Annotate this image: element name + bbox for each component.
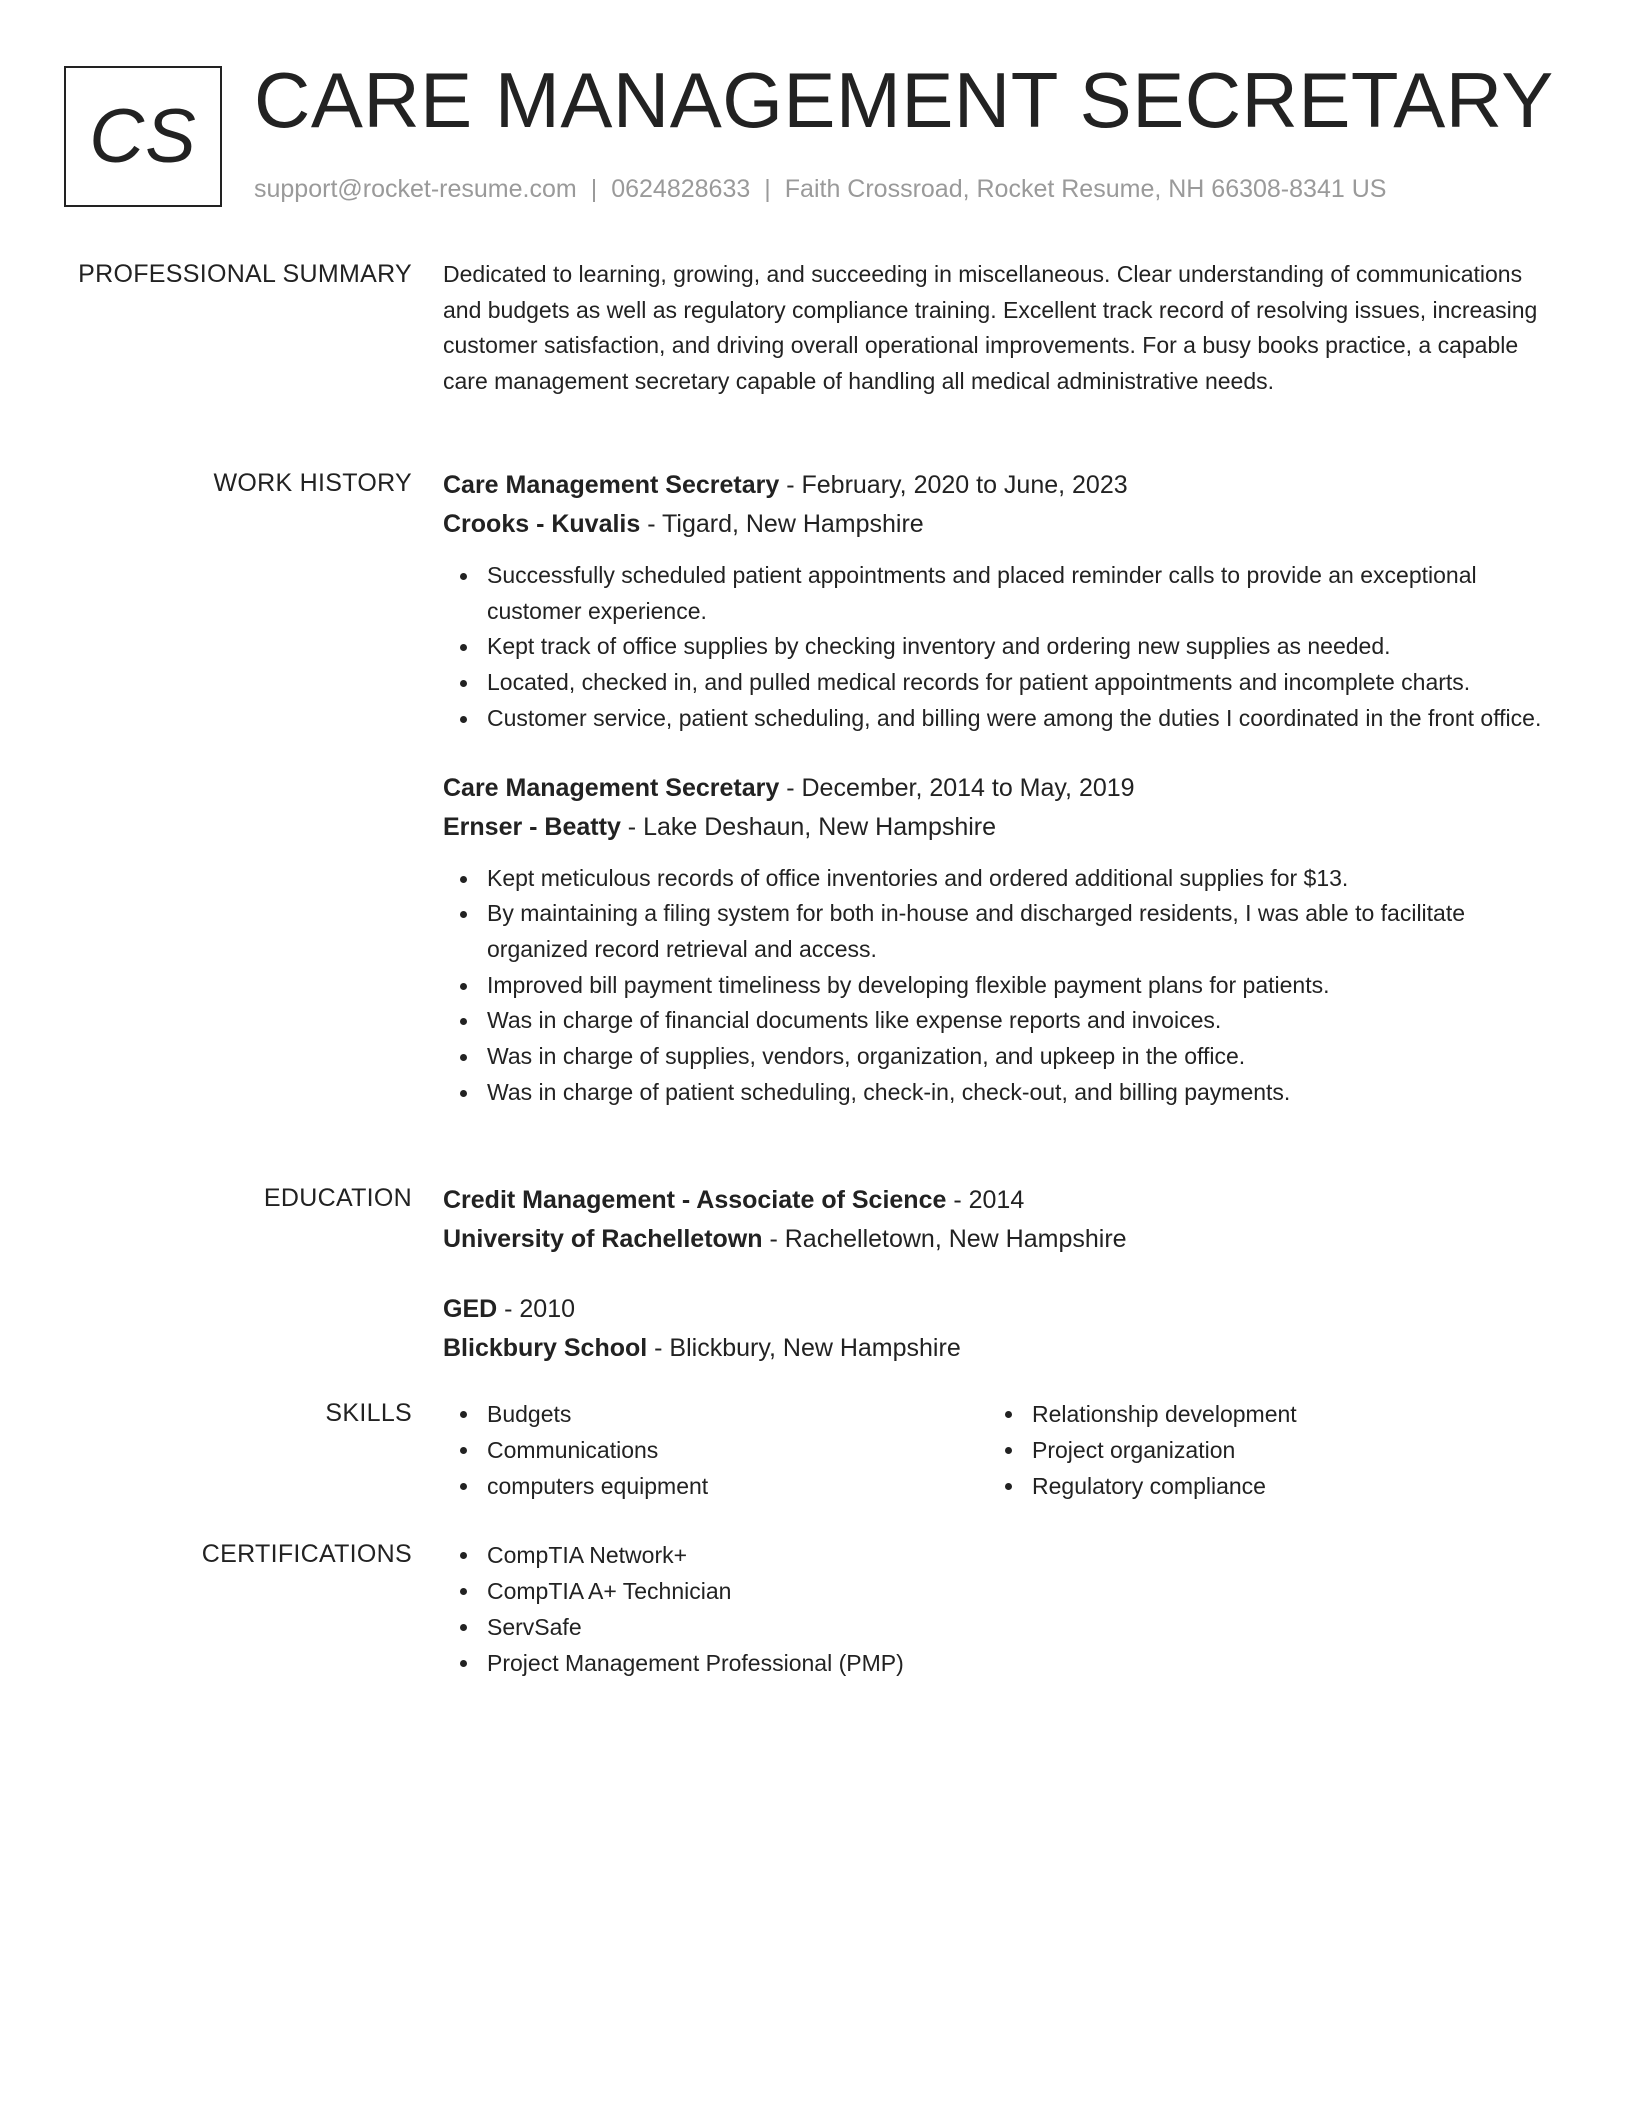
skills-list-right [988,1396,1533,1504]
section-heading-summary: PROFESSIONAL SUMMARY [78,260,412,288]
job-location: - Lake Deshaun, New Hampshire [620,812,997,841]
degree-line [443,1181,1553,1220]
school-name: Blickbury School [443,1334,648,1362]
certification-item: CompTIA A+ Technician [443,1573,1243,1609]
degree-name: GED [443,1295,498,1323]
contact-email[interactable]: support@rocket-resume.com [254,175,577,203]
school-location: - Rachelletown, New Hampshire [762,1225,1127,1253]
job-company-line [443,808,1553,847]
job-bullet: Was in charge of financial documents like expense reports and invoices. [443,1003,1553,1039]
job-bullet: Was in charge of patient scheduling, check-in, check-out, and billing payments. [443,1075,1553,1111]
job-bullet: Successfully scheduled patient appointments and placed reminder calls to provide an exceptional customer experience. [443,558,1553,629]
certification-item: ServSafe [443,1609,1243,1645]
skills-list-left [443,1396,988,1504]
contact-line [254,173,1386,205]
summary-body [443,257,1553,400]
section-heading-education: EDUCATION [263,1184,412,1212]
contact-address: Faith Crossroad, Rocket Resume, NH 66308-8341 US [784,175,1387,203]
education-body [443,1181,1553,1368]
job-bullet: Kept track of office supplies by checking inventory and ordering new supplies as needed. [443,629,1553,665]
degree-line [443,1290,1553,1329]
section-heading-skills: SKILLS [325,1399,412,1427]
skill-item: Project organization [988,1432,1533,1468]
certification-item: CompTIA Network+ [443,1537,1243,1573]
school-location: - Blickbury, New Hampshire [647,1334,961,1362]
degree-name: Credit Management - Associate of Science [443,1186,947,1214]
certifications-columns [443,1537,1553,1681]
certification-item: Project Management Professional (PMP) [443,1645,1243,1681]
job-dates: - February, 2020 to June, 2023 [779,471,1128,499]
skill-item: Budgets [443,1396,988,1432]
education-entry [443,1181,1553,1259]
certifications-body [443,1537,1553,1681]
school-name: University of Rachelletown [443,1225,763,1253]
job-company: Crooks - Kuvalis [443,510,641,538]
skills-columns [443,1396,1553,1504]
skill-item: Communications [443,1432,988,1468]
job-title-line [443,769,1553,808]
certifications-list [443,1537,1243,1681]
job-entry [443,466,1553,737]
skills-body [443,1396,1553,1504]
work-history-body [443,466,1553,1110]
job-dates: - December, 2014 to May, 2019 [779,773,1135,802]
monogram-box [64,66,222,207]
job-bullet: Customer service, patient scheduling, and billing were among the duties I coordinated in the front office. [443,701,1553,737]
job-bullet: By maintaining a filing system for both in-house and discharged residents, I was able to facilitate organized record retrieval and access. [443,896,1553,967]
job-location: - Tigard, New Hampshire [640,510,924,538]
job-bullet: Kept meticulous records of office inventories and ordered additional supplies for $13. [443,861,1553,897]
education-entry [443,1290,1553,1368]
contact-separator: | [590,175,598,203]
skill-item: Relationship development [988,1396,1533,1432]
school-line [443,1220,1553,1259]
resume-title: CARE MANAGEMENT SECRETARY [254,56,1554,144]
job-company-line [443,505,1553,544]
contact-phone[interactable]: 0624828633 [611,175,751,203]
job-title: Care Management Secretary [443,773,780,802]
skill-item: computers equipment [443,1468,988,1504]
job-title: Care Management Secretary [443,471,780,499]
job-bullet: Was in charge of supplies, vendors, organization, and upkeep in the office. [443,1039,1553,1075]
monogram-initials: CS [89,93,197,179]
skill-item: Regulatory compliance [988,1468,1533,1504]
degree-year: - 2014 [946,1186,1025,1214]
job-bullet: Located, checked in, and pulled medical records for patient appointments and incomplete charts. [443,665,1553,701]
job-company: Ernser - Beatty [443,812,621,841]
job-bullet: Improved bill payment timeliness by developing flexible payment plans for patients. [443,968,1553,1004]
section-heading-certifications: CERTIFICATIONS [201,1540,412,1568]
school-line [443,1329,1553,1368]
job-title-line [443,466,1553,505]
job-entry [443,769,1553,1111]
summary-text: Dedicated to learning, growing, and succeeding in miscellaneous. Clear understanding of communications and budgets as well as regulatory compliance training. Excellent track record of resolving issues, increasing customer satisfaction, and driving overall operational improvements. For a busy books practice, a capable care management secretary capable of handling all medical administrative needs. [443,261,1538,395]
job-bullets [443,861,1553,1111]
job-bullets [443,558,1553,737]
degree-year: - 2010 [497,1295,576,1323]
section-heading-work-history: WORK HISTORY [213,469,412,497]
contact-separator: | [764,175,771,203]
